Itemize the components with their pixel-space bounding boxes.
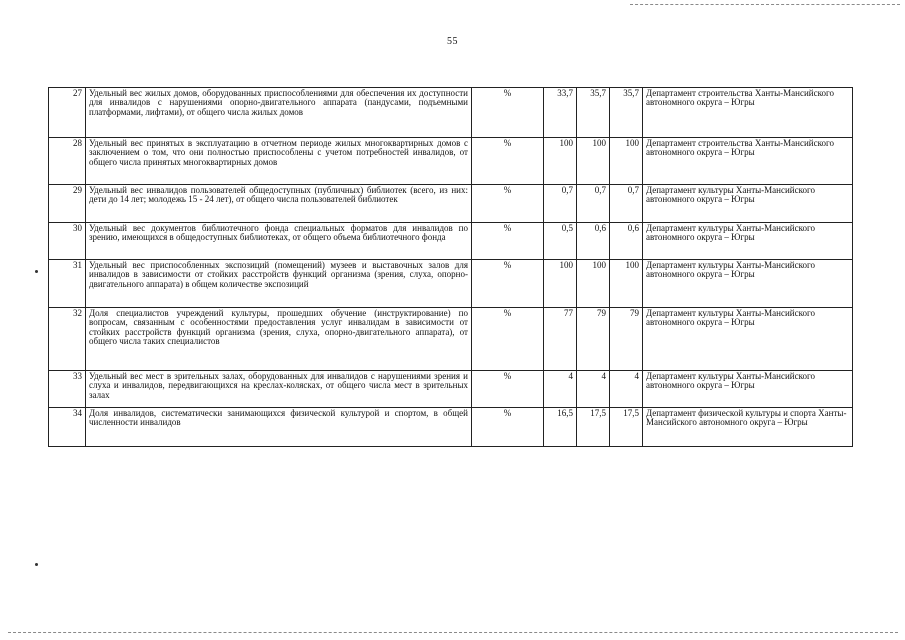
value-1: 0,7	[544, 185, 577, 223]
indicator-unit: %	[472, 138, 544, 185]
value-2: 0,6	[577, 223, 610, 260]
value-2: 100	[577, 138, 610, 185]
table-row	[49, 408, 853, 447]
table-row	[49, 371, 853, 408]
responsible-department: Департамент физической культуры и спорта Ханты-Мансийского автономного округа – Югры	[643, 408, 853, 447]
value-1: 77	[544, 308, 577, 371]
value-3: 4	[610, 371, 643, 408]
row-number: 31	[49, 260, 86, 308]
value-1: 100	[544, 260, 577, 308]
responsible-department: Департамент культуры Ханты-Мансийского автономного округа – Югры	[643, 260, 853, 308]
row-number: 27	[49, 88, 86, 138]
row-number: 34	[49, 408, 86, 447]
value-1: 0,5	[544, 223, 577, 260]
row-number: 30	[49, 223, 86, 260]
responsible-department: Департамент культуры Ханты-Мансийского автономного округа – Югры	[643, 371, 853, 408]
value-3: 79	[610, 308, 643, 371]
table-row	[49, 223, 853, 260]
indicator-unit: %	[472, 185, 544, 223]
value-3: 100	[610, 260, 643, 308]
row-number: 33	[49, 371, 86, 408]
indicator-description: Удельный вес документов библиотечного фонда специальных форматов для инвалидов по зрению, имеющихся в общедоступных библиотеках, от общего объема библиотечного фонда	[86, 223, 472, 260]
scan-edge-top	[630, 4, 900, 5]
value-3: 0,6	[610, 223, 643, 260]
value-3: 100	[610, 138, 643, 185]
value-2: 100	[577, 260, 610, 308]
table-row	[49, 88, 853, 138]
table-row	[49, 260, 853, 308]
indicators-table	[48, 87, 853, 447]
value-3: 17,5	[610, 408, 643, 447]
indicator-description: Удельный вес жилых домов, оборудованных приспособлениями для обеспечения их доступности для инвалидов с нарушениями опорно-двигательного аппарата (пандусами, подъемными платформами, лифтами), от общего числа жилых домов	[86, 88, 472, 138]
responsible-department: Департамент культуры Ханты-Мансийского автономного округа – Югры	[643, 223, 853, 260]
indicator-description: Удельный вес приспособленных экспозиций (помещений) музеев и выставочных залов для инвалидов в зависимости от стойких расстройств функций организма (зрения, слуха, опорно-двигательного аппарата) в общем количестве экспозиций	[86, 260, 472, 308]
responsible-department: Департамент культуры Ханты-Мансийского автономного округа – Югры	[643, 185, 853, 223]
indicator-unit: %	[472, 88, 544, 138]
indicator-description: Удельный вес мест в зрительных залах, оборудованных для инвалидов с нарушениями зрения и слуха и инвалидов, передвигающихся на креслах-колясках, от общего числа мест в зрительных залах	[86, 371, 472, 408]
indicator-description: Удельный вес инвалидов пользователей общедоступных (публичных) библиотек (всего, из них: дети до 14 лет; молодежь 15 - 24 лет), от общего числа пользователей библиотек	[86, 185, 472, 223]
scan-speck	[35, 563, 38, 566]
scan-speck	[35, 270, 38, 273]
indicator-description: Удельный вес принятых в эксплуатацию в отчетном периоде жилых многоквартирных домов с заключением о том, что они полностью приспособлены с учетом потребностей инвалидов, от общего числа принятых многоквартирных домов	[86, 138, 472, 185]
indicator-unit: %	[472, 308, 544, 371]
value-2: 0,7	[577, 185, 610, 223]
responsible-department: Департамент строительства Ханты-Мансийского автономного округа – Югры	[643, 138, 853, 185]
responsible-department: Департамент строительства Ханты-Мансийского автономного округа – Югры	[643, 88, 853, 138]
value-3: 35,7	[610, 88, 643, 138]
value-1: 100	[544, 138, 577, 185]
table-row	[49, 308, 853, 371]
value-2: 79	[577, 308, 610, 371]
indicator-unit: %	[472, 223, 544, 260]
value-2: 17,5	[577, 408, 610, 447]
table-row	[49, 185, 853, 223]
table-row	[49, 138, 853, 185]
row-number: 29	[49, 185, 86, 223]
value-3: 0,7	[610, 185, 643, 223]
value-1: 16,5	[544, 408, 577, 447]
indicator-unit: %	[472, 408, 544, 447]
indicator-unit: %	[472, 260, 544, 308]
value-2: 35,7	[577, 88, 610, 138]
row-number: 28	[49, 138, 86, 185]
indicator-description: Доля инвалидов, систематически занимающихся физической культурой и спортом, в общей численности инвалидов	[86, 408, 472, 447]
value-1: 4	[544, 371, 577, 408]
page-number: 55	[447, 36, 458, 47]
scan-edge-bottom	[8, 632, 898, 633]
value-1: 33,7	[544, 88, 577, 138]
row-number: 32	[49, 308, 86, 371]
indicator-unit: %	[472, 371, 544, 408]
indicator-description: Доля специалистов учреждений культуры, прошедших обучение (инструктирование) по вопросам, связанным с особенностями предоставления услуг инвалидам в зависимости от стойких расстройств функций организма (зрения, слуха, опорно-двигательного аппарата), от общего числа таких специалистов	[86, 308, 472, 371]
value-2: 4	[577, 371, 610, 408]
responsible-department: Департамент культуры Ханты-Мансийского автономного округа – Югры	[643, 308, 853, 371]
